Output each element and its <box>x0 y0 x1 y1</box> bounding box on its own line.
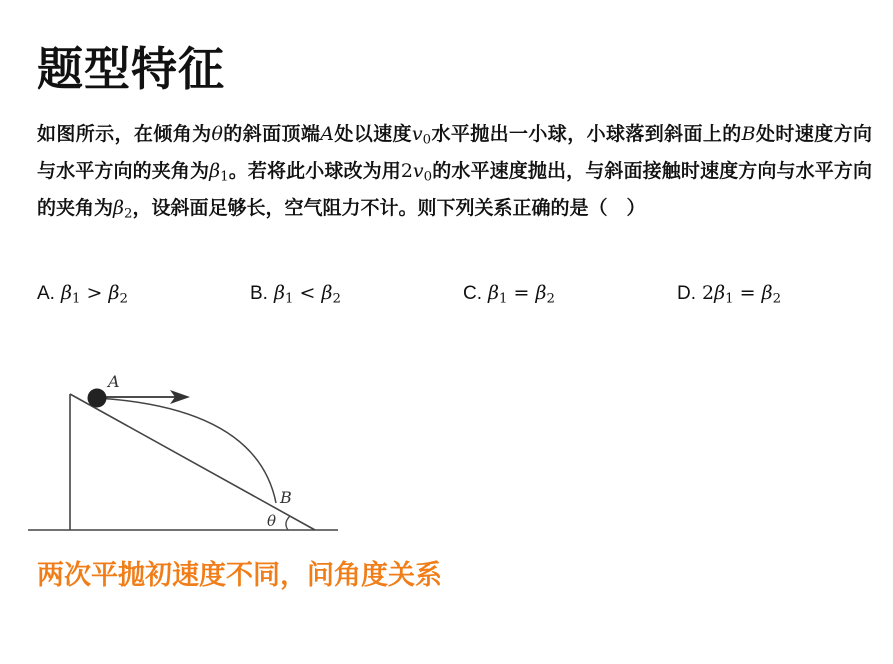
beta1-symbol: $\beta_1$ <box>209 160 229 185</box>
page-title: 题型特征 <box>37 42 225 96</box>
angle-arc <box>286 516 290 530</box>
trajectory-curve <box>97 398 276 503</box>
hint-note: 两次平抛初速度不同，问角度关系 <box>37 560 442 591</box>
answer-options <box>37 282 877 312</box>
option-b[interactable]: B. $\beta_1 < \beta_2$ <box>250 282 341 307</box>
option-a[interactable]: A. $\beta_1 > \beta_2$ <box>37 282 128 307</box>
point-b-symbol: B <box>741 123 756 145</box>
incline-diagram <box>20 360 350 540</box>
ball <box>88 389 107 408</box>
point-a-symbol: A <box>320 123 334 145</box>
option-d[interactable]: D. $2\beta_1 = \beta_2$ <box>677 282 782 307</box>
label-b: B <box>280 488 292 507</box>
label-a: A <box>108 372 120 391</box>
question-text: 如图所示，在倾角为θ的斜面顶端A处以速度$v_0$水平抛出一小球，小球落到斜面上的B处时速度方向与水平方向的夹角为$\beta_1$。若将此小球改为用$2v_0$的水平速度抛出，与斜面接触时速度方向与水平方向的夹角为$\beta_2$，设斜面足够长，空气阻力不计。则下列关系正确的是（ ） <box>37 123 872 222</box>
v0-symbol: $v_0$ <box>411 123 432 148</box>
incline-slope <box>70 394 315 530</box>
option-c[interactable]: C. $\beta_1 = \beta_2$ <box>463 282 555 307</box>
v0-symbol-2: $v_0$ <box>412 160 433 185</box>
label-theta: θ <box>267 512 277 530</box>
theta-symbol: θ <box>211 123 223 145</box>
beta2-symbol: $\beta_2$ <box>113 197 133 222</box>
